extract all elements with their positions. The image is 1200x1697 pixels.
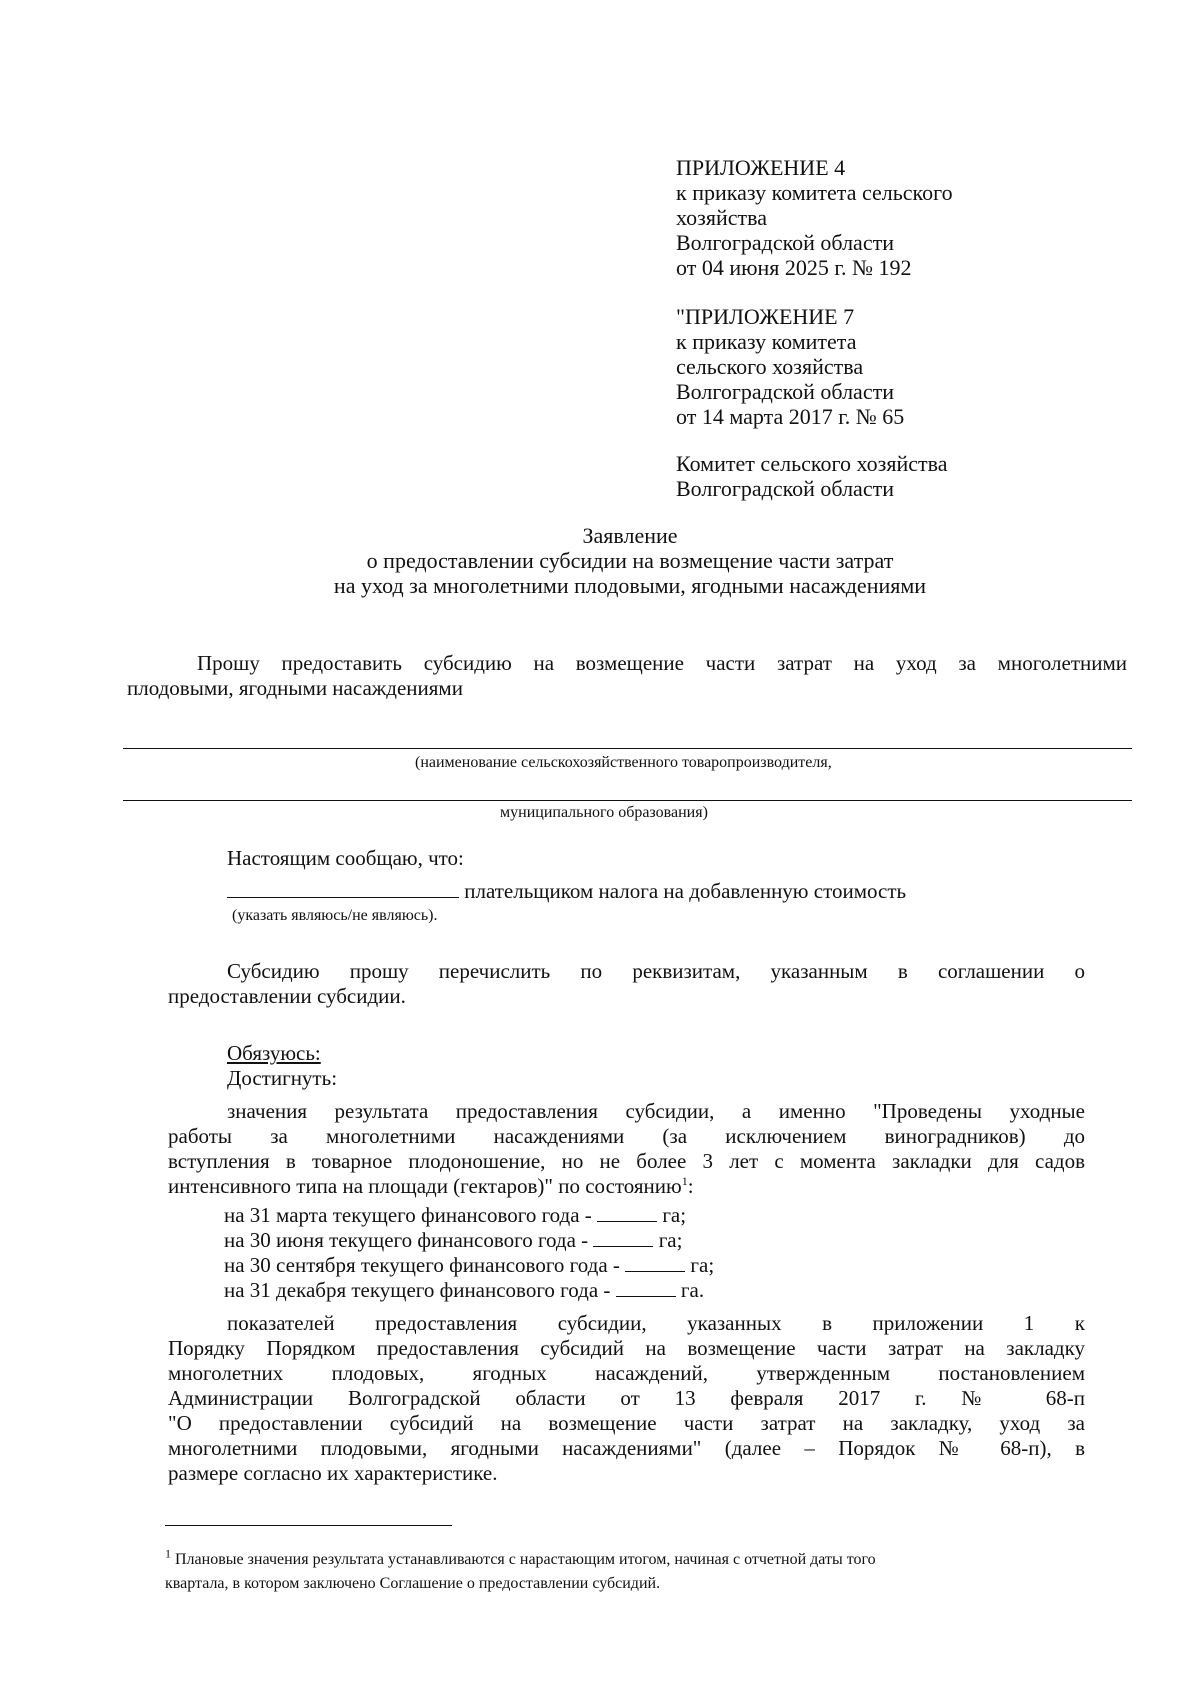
footnote-line: квартала, в котором заключено Соглашение о предоставлении субсидий.: [165, 1575, 661, 1592]
unit-label: га.: [680, 1278, 705, 1302]
date-label: на 31 декабря текущего финансового года -: [224, 1278, 611, 1302]
heading-line: о предоставлении субсидии на возмещение части затрат: [366, 548, 894, 573]
footnote-separator: [165, 1525, 452, 1526]
producer-name-field[interactable]: [123, 748, 1132, 749]
hectares-field[interactable]: [597, 1203, 657, 1222]
date-row: [224, 1203, 686, 1228]
unit-label: га;: [662, 1203, 687, 1227]
appendix-4-line: Волгоградской области: [676, 230, 894, 255]
unit-label: га;: [690, 1253, 715, 1277]
indicator-line: Порядку Порядком предоставления субсидий на возмещение части затрат на закладку: [168, 1336, 1085, 1360]
result-line: работы за многолетними насаждениями (за исключением виноградников) до: [168, 1124, 1085, 1148]
footnote-number: 1: [165, 1546, 171, 1561]
vat-status-field[interactable]: [227, 879, 459, 898]
indicator-line: многолетними плодовыми, ягодными насаждениями" (далее – Порядок № 68-п), в: [168, 1436, 1085, 1460]
date-row: [224, 1278, 704, 1303]
appendix-4-line: хозяйства: [676, 205, 767, 230]
hectares-field[interactable]: [625, 1253, 685, 1272]
footnote-text: Плановые значения результата устанавливаются с нарастающим итогом, начиная с отчетной даты того: [175, 1551, 876, 1568]
obligation-title: Обязуюсь:: [227, 1041, 321, 1065]
request-line: плодовыми, ягодными насаждениями: [127, 676, 463, 700]
result-line: вступления в товарное плодоношение, но не более 3 лет с момента закладки для садов: [168, 1149, 1085, 1173]
appendix-4-date: от 04 июня 2025 г. № 192: [676, 255, 912, 280]
transfer-line: предоставлении субсидии.: [168, 984, 406, 1008]
unit-label: га;: [658, 1228, 683, 1252]
municipality-caption: муниципального образования): [500, 804, 708, 821]
appendix-7-line: сельского хозяйства: [676, 354, 864, 379]
vat-caption: (указать являюсь/не являюсь).: [232, 907, 438, 924]
addressee-line: Волгоградской области: [676, 476, 894, 501]
vat-line: [227, 879, 906, 904]
footnote-mark: 1: [681, 1174, 688, 1188]
municipality-field[interactable]: [123, 800, 1132, 801]
date-label: на 31 марта текущего финансового года -: [224, 1203, 592, 1227]
hectares-field[interactable]: [593, 1228, 653, 1247]
vat-intro: Настоящим сообщаю, что:: [227, 846, 464, 870]
vat-text: плательщиком налога на добавленную стоимость: [464, 879, 907, 903]
date-label: на 30 сентября текущего финансового года -: [224, 1253, 620, 1277]
indicator-line: многолетних плодовых, ягодных насаждений, утвержденным постановлением: [168, 1361, 1085, 1385]
indicator-line: показателей предоставления субсидии, указанных в приложении 1 к: [227, 1311, 1085, 1335]
result-last-text: интенсивного типа на площади (гектаров)" по состоянию: [168, 1174, 682, 1198]
appendix-4-title: ПРИЛОЖЕНИЕ 4: [676, 155, 846, 180]
heading-title: Заявление: [582, 523, 678, 548]
request-line: Прошу предоставить субсидию на возмещение части затрат на уход за многолетними: [197, 651, 1127, 675]
achieve-label: Достигнуть:: [227, 1066, 338, 1090]
addressee-line: Комитет сельского хозяйства: [676, 451, 948, 476]
result-line: значения результата предоставления субсидии, а именно "Проведены уходные: [227, 1099, 1085, 1123]
result-line: [168, 1174, 694, 1199]
date-row: [224, 1228, 682, 1253]
indicator-line: Администрации Волгоградской области от 13 февраля 2017 г. № 68-п: [168, 1386, 1085, 1410]
result-tail: :: [687, 1174, 694, 1198]
transfer-line: Субсидию прошу перечислить по реквизитам, указанным в соглашении о: [227, 959, 1085, 983]
appendix-7-date: от 14 марта 2017 г. № 65: [676, 404, 905, 429]
indicator-line: "О предоставлении субсидий на возмещение части затрат на закладку, уход за: [168, 1411, 1085, 1435]
appendix-7-line: к приказу комитета: [676, 329, 857, 354]
indicator-line: размере согласно их характеристике.: [168, 1461, 498, 1485]
appendix-4-line: к приказу комитета сельского: [676, 180, 953, 205]
appendix-7-line: Волгоградской области: [676, 379, 894, 404]
footnote-line: [165, 1546, 876, 1571]
producer-name-caption: (наименование сельскохозяйственного товаропроизводителя,: [415, 754, 832, 771]
appendix-7-title: "ПРИЛОЖЕНИЕ 7: [676, 304, 855, 329]
heading-line: на уход за многолетними плодовыми, ягодными насаждениями: [333, 573, 927, 598]
date-row: [224, 1253, 714, 1278]
date-label: на 30 июня текущего финансового года -: [224, 1228, 589, 1252]
hectares-field[interactable]: [616, 1278, 676, 1297]
